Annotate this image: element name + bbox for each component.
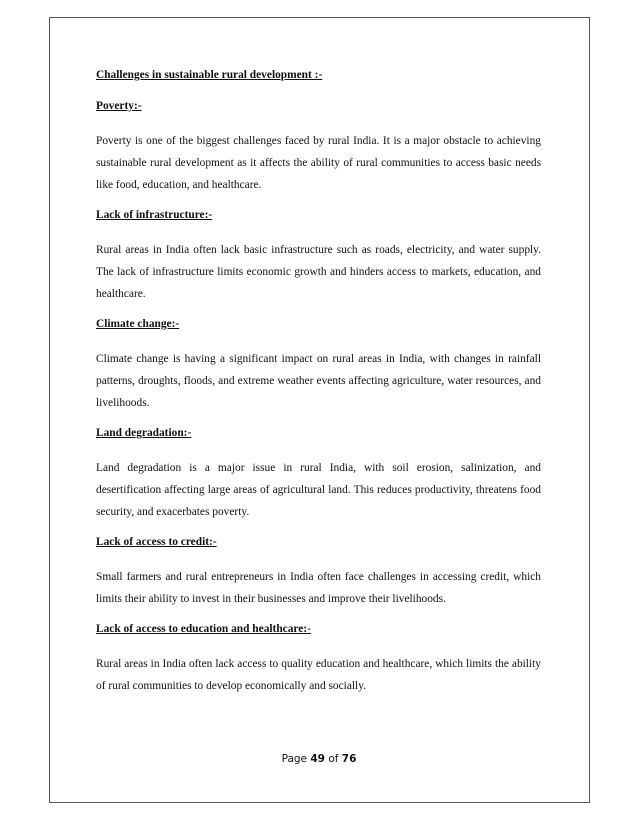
section-body-infrastructure: Rural areas in India often lack basic infrastructure such as roads, electricity, and water supply. The lack of infrastructure limits economic growth and hinders access to markets, education, and healthcare. <box>96 244 541 300</box>
section-heading-credit <box>96 534 541 550</box>
page-number-footer <box>0 753 638 765</box>
section-body-land: Land degradation is a major issue in rural India, with soil erosion, salinization, and desertification affecting large areas of agricultural land. This reduces productivity, threatens food security, and exacerbates poverty. <box>96 462 541 518</box>
document-body <box>96 67 541 708</box>
section-heading-land <box>96 425 541 441</box>
section-heading-text: Lack of access to credit:- <box>96 536 217 548</box>
section-heading-education <box>96 621 541 637</box>
section-body-credit: Small farmers and rural entrepreneurs in India often face challenges in accessing credit, which limits their ability to invest in their businesses and improve their livelihoods. <box>96 571 541 605</box>
section-heading-text: Climate change:- <box>96 318 180 330</box>
page-prefix: Page <box>281 753 311 765</box>
section-heading-poverty <box>96 98 541 114</box>
page-of: of <box>324 753 342 765</box>
section-body-poverty: Poverty is one of the biggest challenges faced by rural India. It is a major obstacle to achieving sustainable rural development as it affects the ability of rural communities to access basic needs like food, education, and healthcare. <box>96 135 541 191</box>
section-heading-trail: - <box>307 623 311 635</box>
section-heading-text: Lack of access to education and healthcare: <box>96 623 308 635</box>
section-body-education: Rural areas in India often lack access to quality education and healthcare, which limits the ability of rural communities to develop economically and socially. <box>96 658 541 692</box>
main-heading: Challenges in sustainable rural development :- <box>96 69 323 81</box>
section-heading-text: Land degradation:- <box>96 427 192 439</box>
page-total: 76 <box>341 753 357 765</box>
section-heading-text: Poverty:- <box>96 100 142 112</box>
section-body-climate: Climate change is having a significant impact on rural areas in India, with changes in rainfall patterns, droughts, floods, and extreme weather events affecting agriculture, water resources, and livelihoods. <box>96 353 541 409</box>
section-heading-text: Lack of infrastructure:- <box>96 209 213 221</box>
section-heading-climate <box>96 316 541 332</box>
section-heading-infrastructure <box>96 207 541 223</box>
page-current: 49 <box>310 753 325 765</box>
